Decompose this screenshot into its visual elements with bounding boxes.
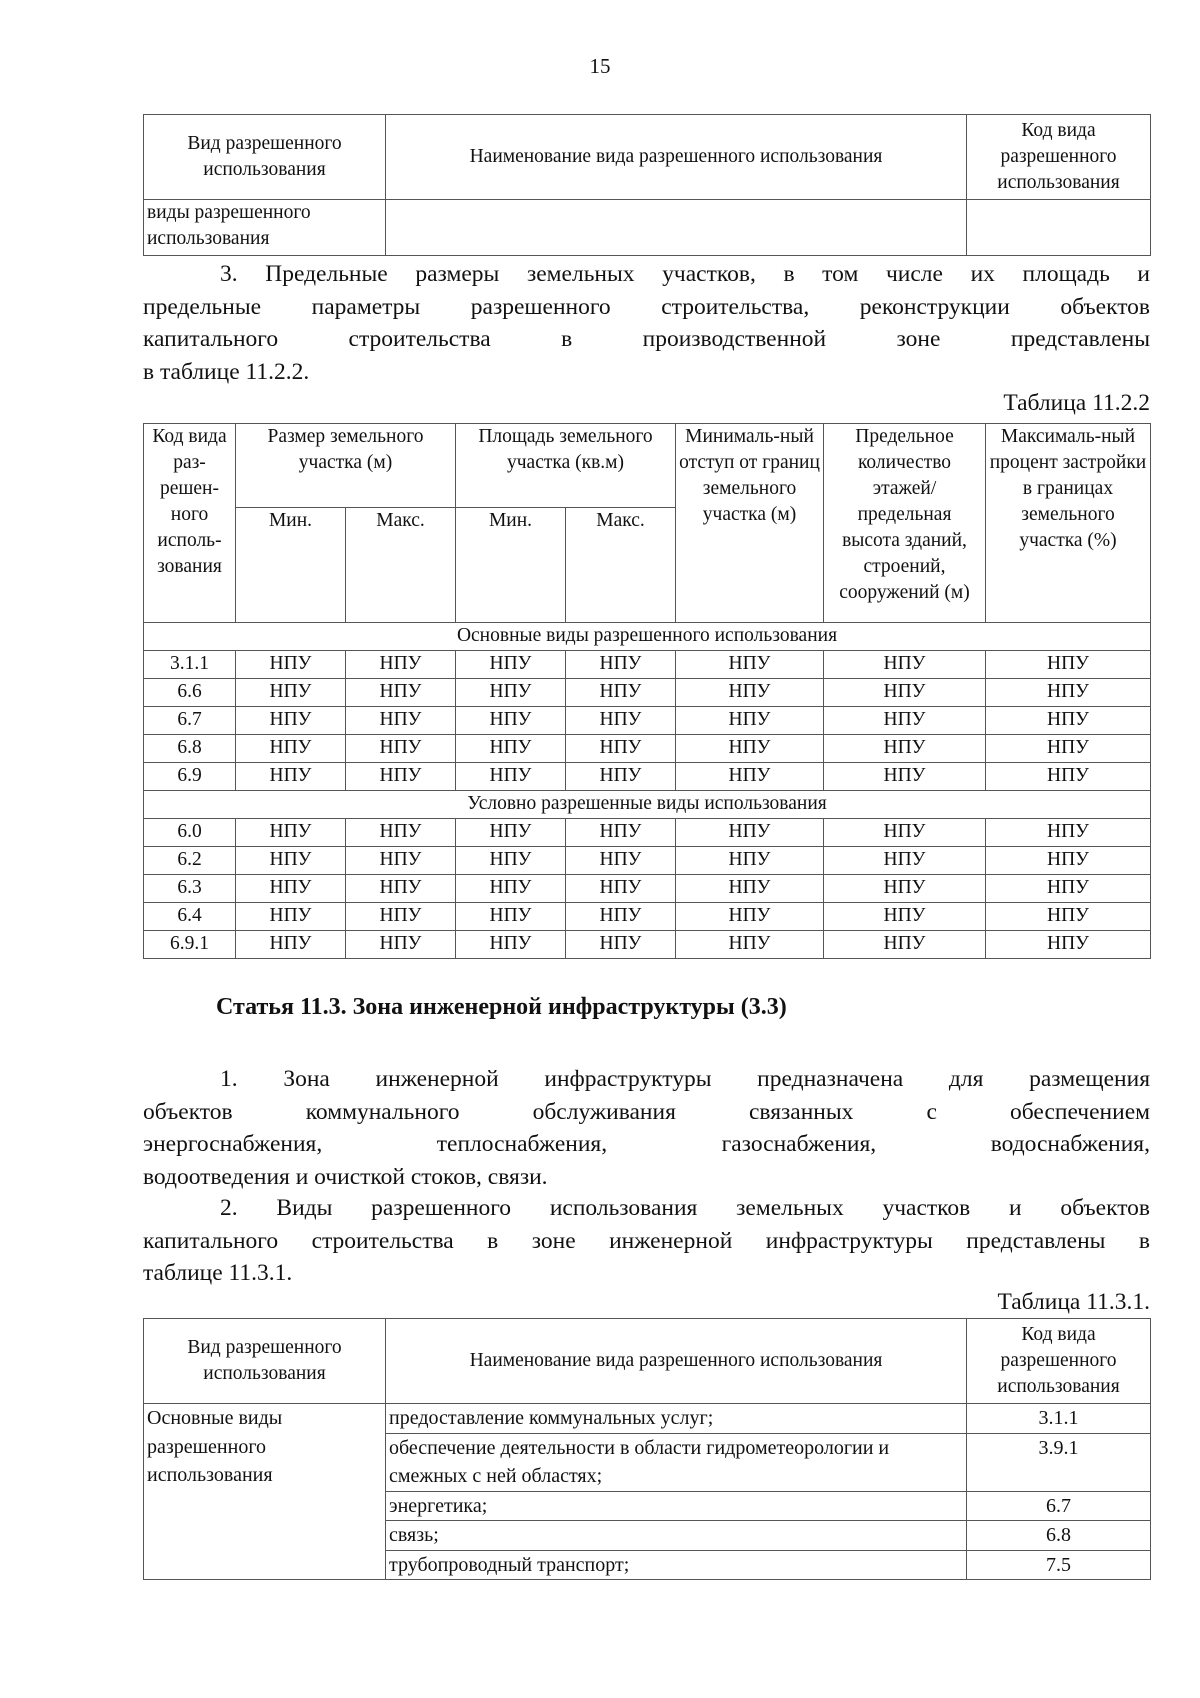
row-value-cell: НПУ [346,707,456,735]
page-number: 15 [589,54,611,78]
row-value-cell: НПУ [824,931,986,959]
table-row [144,875,1151,903]
paragraph-3-line: капитального строительства в производственной зоне представлены [143,326,1150,352]
paragraph-3 [143,258,1150,388]
row-value-cell: НПУ [456,735,566,763]
row-value-cell: НПУ [236,735,346,763]
table-row [144,763,1151,791]
row-code-cell: 6.9.1 [144,931,236,959]
row-value-cell: НПУ [676,707,824,735]
paragraph-3-line: в таблице 11.2.2. [143,358,310,385]
table-row [144,679,1151,707]
row-value-cell: НПУ [236,847,346,875]
row-value-cell: НПУ [456,903,566,931]
top-row-name [386,200,967,256]
row-value-cell: НПУ [986,875,1151,903]
row-value-cell: НПУ [824,679,986,707]
table-row [144,819,1151,847]
row-value-cell: НПУ [236,819,346,847]
row-value-cell: НПУ [236,707,346,735]
t3-row-name: трубопроводный транспорт; [386,1550,967,1580]
row-value-cell: НПУ [346,819,456,847]
row-code-cell: 6.9 [144,763,236,791]
row-value-cell: НПУ [566,763,676,791]
paragraph-1-line: объектов коммунального обслуживания связанных с обеспечением [143,1098,1150,1125]
row-value-cell: НПУ [986,735,1151,763]
row-code-cell: 6.4 [144,903,236,931]
header-code: Код вида раз-решен-ного исполь-зования [144,424,236,623]
top-row-type: виды разрешенного использования [144,200,386,256]
row-code-cell: 6.3 [144,875,236,903]
t3-header-type: Вид разрешенного использования [144,1319,386,1404]
row-value-cell: НПУ [676,847,824,875]
row-value-cell: НПУ [346,903,456,931]
header-size-min: Мин. [236,508,346,623]
row-value-cell: НПУ [236,763,346,791]
row-code-cell: 6.6 [144,679,236,707]
row-value-cell: НПУ [566,875,676,903]
t3-row-code: 7.5 [967,1550,1151,1580]
t3-row-name: предоставление коммунальных услуг; [386,1404,967,1434]
t3-row-name: обеспечение деятельности в области гидрометеорологии и смежных с ней областях; [386,1433,967,1491]
row-value-cell: НПУ [676,651,824,679]
row-value-cell: НПУ [346,847,456,875]
row-value-cell: НПУ [566,735,676,763]
row-value-cell: НПУ [456,819,566,847]
paragraph-1-line: 1. Зона инженерной инфраструктуры предназначена для размещения [220,1066,1150,1092]
row-value-cell: НПУ [986,819,1151,847]
top-row-code [967,200,1151,256]
row-code-cell: 6.2 [144,847,236,875]
row-value-cell: НПУ [824,847,986,875]
top-header-name: Наименование вида разрешенного использования [386,115,967,200]
row-code-cell: 3.1.1 [144,651,236,679]
row-value-cell: НПУ [986,903,1151,931]
t3-row-code: 6.8 [967,1521,1151,1551]
row-value-cell: НПУ [676,931,824,959]
row-value-cell: НПУ [824,819,986,847]
row-value-cell: НПУ [566,903,676,931]
t3-row-code: 3.9.1 [967,1433,1151,1491]
top-table [143,114,1151,256]
paragraph-1-line: энергоснабжения, теплоснабжения, газоснабжения, водоснабжения, [143,1131,1150,1157]
row-value-cell: НПУ [346,875,456,903]
table-row [144,931,1151,959]
table-row [144,735,1151,763]
paragraph-1-line: водоотведения и очисткой стоков, связи. [143,1163,548,1190]
paragraph-3-line: предельные параметры разрешенного строительства, реконструкции объектов [143,293,1150,320]
row-code-cell: 6.0 [144,819,236,847]
row-value-cell: НПУ [824,763,986,791]
row-value-cell: НПУ [986,763,1151,791]
row-value-cell: НПУ [824,651,986,679]
row-code-cell: 6.8 [144,735,236,763]
row-value-cell: НПУ [676,763,824,791]
paragraph-2-line: капитального строительства в зоне инженерной инфраструктуры представлены в [143,1227,1150,1254]
row-value-cell: НПУ [566,847,676,875]
row-value-cell: НПУ [566,679,676,707]
row-value-cell: НПУ [566,651,676,679]
table-11-2-2 [143,423,1151,959]
t3-header-name: Наименование вида разрешенного использования [386,1319,967,1404]
row-value-cell: НПУ [676,679,824,707]
row-value-cell: НПУ [456,875,566,903]
row-value-cell: НПУ [986,679,1151,707]
row-value-cell: НПУ [346,651,456,679]
row-value-cell: НПУ [566,819,676,847]
row-value-cell: НПУ [986,847,1151,875]
row-value-cell: НПУ [456,847,566,875]
table-11-3-1 [143,1318,1151,1580]
t3-header-code: Код вида разрешенного использования [967,1319,1151,1404]
header-size-max: Макс. [346,508,456,623]
row-value-cell: НПУ [346,763,456,791]
row-value-cell: НПУ [676,875,824,903]
row-value-cell: НПУ [986,651,1151,679]
row-value-cell: НПУ [566,931,676,959]
table-row [144,847,1151,875]
paragraph-2 [143,1192,1150,1290]
t3-row-name: связь; [386,1521,967,1551]
row-value-cell: НПУ [986,931,1151,959]
row-value-cell: НПУ [676,735,824,763]
row-value-cell: НПУ [346,735,456,763]
header-area-min: Мин. [456,508,566,623]
table-row [144,651,1151,679]
row-value-cell: НПУ [676,819,824,847]
row-value-cell: НПУ [236,679,346,707]
header-area: Площадь земельного участка (кв.м) [456,424,676,508]
row-value-cell: НПУ [986,707,1151,735]
row-value-cell: НПУ [824,735,986,763]
paragraph-2-line: 2. Виды разрешенного использования земельных участков и объектов [220,1195,1150,1221]
article-heading: Статья 11.3. Зона инженерной инфраструктуры (3.3) [216,994,787,1020]
row-value-cell: НПУ [824,903,986,931]
row-value-cell: НПУ [824,875,986,903]
row-value-cell: НПУ [456,651,566,679]
section-title: Условно разрешенные виды использования [144,791,1151,819]
paragraph-2-line: таблице 11.3.1. [143,1260,293,1286]
section-title: Основные виды разрешенного использования [144,623,1151,651]
t3-row-code: 3.1.1 [967,1404,1151,1434]
t3-group-label: Основные виды разрешенного использования [144,1404,386,1580]
header-percent: Максималь-ный процент застройки в границах земельного участка (%) [986,424,1151,623]
row-value-cell: НПУ [824,707,986,735]
header-area-max: Макс. [566,508,676,623]
row-value-cell: НПУ [456,707,566,735]
row-value-cell: НПУ [236,875,346,903]
row-value-cell: НПУ [236,903,346,931]
row-value-cell: НПУ [456,931,566,959]
table-row [144,707,1151,735]
row-value-cell: НПУ [456,679,566,707]
row-value-cell: НПУ [236,651,346,679]
row-code-cell: 6.7 [144,707,236,735]
top-header-code: Код вида разрешенного использования [967,115,1151,200]
table-caption-11-2-2: Таблица 11.2.2 [1003,390,1150,416]
row-value-cell: НПУ [456,763,566,791]
row-value-cell: НПУ [566,707,676,735]
table-row [144,903,1151,931]
paragraph-3-line: 3. Предельные размеры земельных участков, в том числе их площадь и [220,261,1150,287]
row-value-cell: НПУ [676,903,824,931]
t3-row-name: энергетика; [386,1491,967,1521]
row-value-cell: НПУ [236,931,346,959]
header-floors: Предельное количество этажей/ предельная высота зданий, строений, сооружений (м) [824,424,986,623]
paragraph-1 [143,1063,1150,1193]
row-value-cell: НПУ [346,931,456,959]
header-size: Размер земельного участка (м) [236,424,456,508]
row-value-cell: НПУ [346,679,456,707]
table-caption-11-3-1: Таблица 11.3.1. [997,1289,1150,1315]
top-header-type: Вид разрешенного использования [144,115,386,200]
header-indent: Минималь-ный отступ от границ земельного участка (м) [676,424,824,623]
t3-row-code: 6.7 [967,1491,1151,1521]
